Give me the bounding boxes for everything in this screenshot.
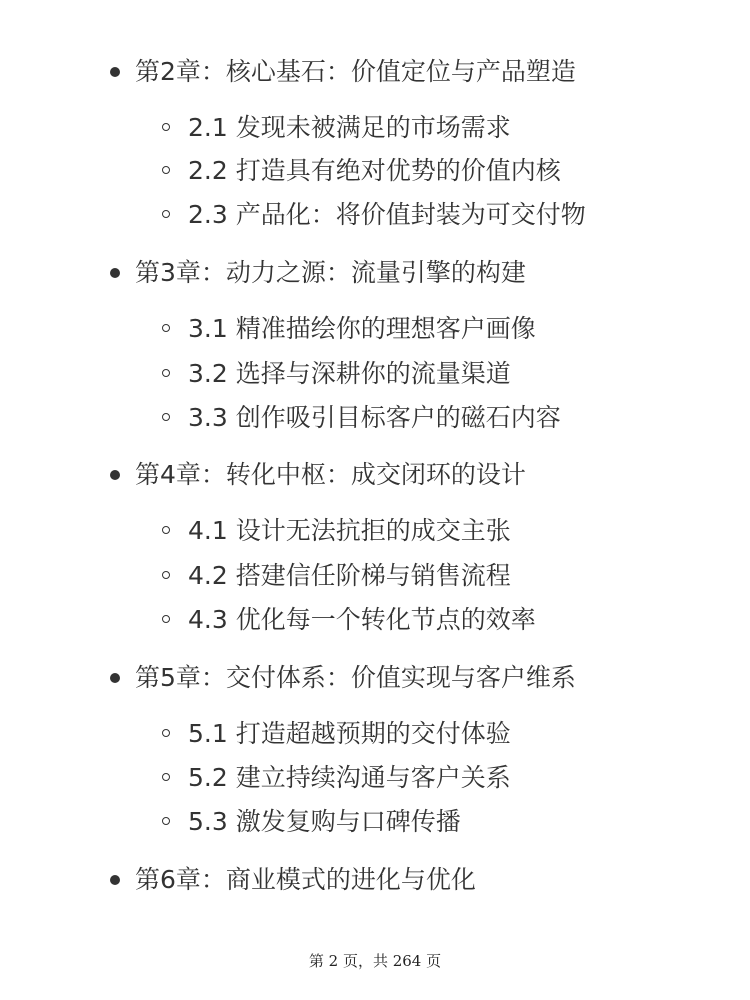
disc-bullet-icon [110, 470, 120, 480]
section-label: 4.1 设计无法抗拒的成交主张 [188, 516, 511, 545]
page-number-footer: 第 2 页，共 264 页 [308, 952, 442, 970]
disc-bullet-icon [110, 875, 120, 885]
section-label: 2.1 发现未被满足的市场需求 [188, 113, 511, 142]
circle-bullet-icon [162, 369, 170, 377]
section-item [0, 354, 750, 394]
section-item [0, 802, 750, 842]
chapter-title: 第4章：转化中枢：成交闭环的设计 [135, 460, 526, 489]
section-label: 3.1 精准描绘你的理想客户画像 [188, 314, 536, 343]
section-label: 5.2 建立持续沟通与客户关系 [188, 763, 511, 792]
section-label: 4.2 搭建信任阶梯与销售流程 [188, 561, 511, 590]
circle-bullet-icon [162, 729, 170, 737]
circle-bullet-icon [162, 324, 170, 332]
circle-bullet-icon [162, 210, 170, 218]
section-item [0, 556, 750, 596]
chapter-title: 第5章：交付体系：价值实现与客户维系 [135, 663, 576, 692]
chapter-title: 第2章：核心基石：价值定位与产品塑造 [135, 57, 576, 86]
circle-bullet-icon [162, 166, 170, 174]
circle-bullet-icon [162, 526, 170, 534]
section-label: 3.3 创作吸引目标客户的磁石内容 [188, 403, 561, 432]
section-label: 5.1 打造超越预期的交付体验 [188, 719, 511, 748]
disc-bullet-icon [110, 67, 120, 77]
circle-bullet-icon [162, 123, 170, 131]
section-item [0, 758, 750, 798]
section-item [0, 714, 750, 754]
section-item [0, 398, 750, 438]
circle-bullet-icon [162, 571, 170, 579]
chapter-title: 第3章：动力之源：流量引擎的构建 [135, 258, 526, 287]
circle-bullet-icon [162, 817, 170, 825]
disc-bullet-icon [110, 268, 120, 278]
section-item [0, 600, 750, 640]
disc-bullet-icon [110, 673, 120, 683]
chapter-title: 第6章：商业模式的进化与优化 [135, 865, 476, 894]
section-label: 3.2 选择与深耕你的流量渠道 [188, 359, 511, 388]
section-item [0, 511, 750, 551]
circle-bullet-icon [162, 773, 170, 781]
section-item [0, 309, 750, 349]
circle-bullet-icon [162, 615, 170, 623]
section-label: 5.3 激发复购与口碑传播 [188, 807, 461, 836]
circle-bullet-icon [162, 413, 170, 421]
section-label: 2.2 打造具有绝对优势的价值内核 [188, 156, 561, 185]
section-label: 2.3 产品化：将价值封装为可交付物 [188, 200, 586, 229]
section-item [0, 151, 750, 191]
section-item [0, 108, 750, 148]
section-label: 4.3 优化每一个转化节点的效率 [188, 605, 536, 634]
section-item [0, 195, 750, 235]
